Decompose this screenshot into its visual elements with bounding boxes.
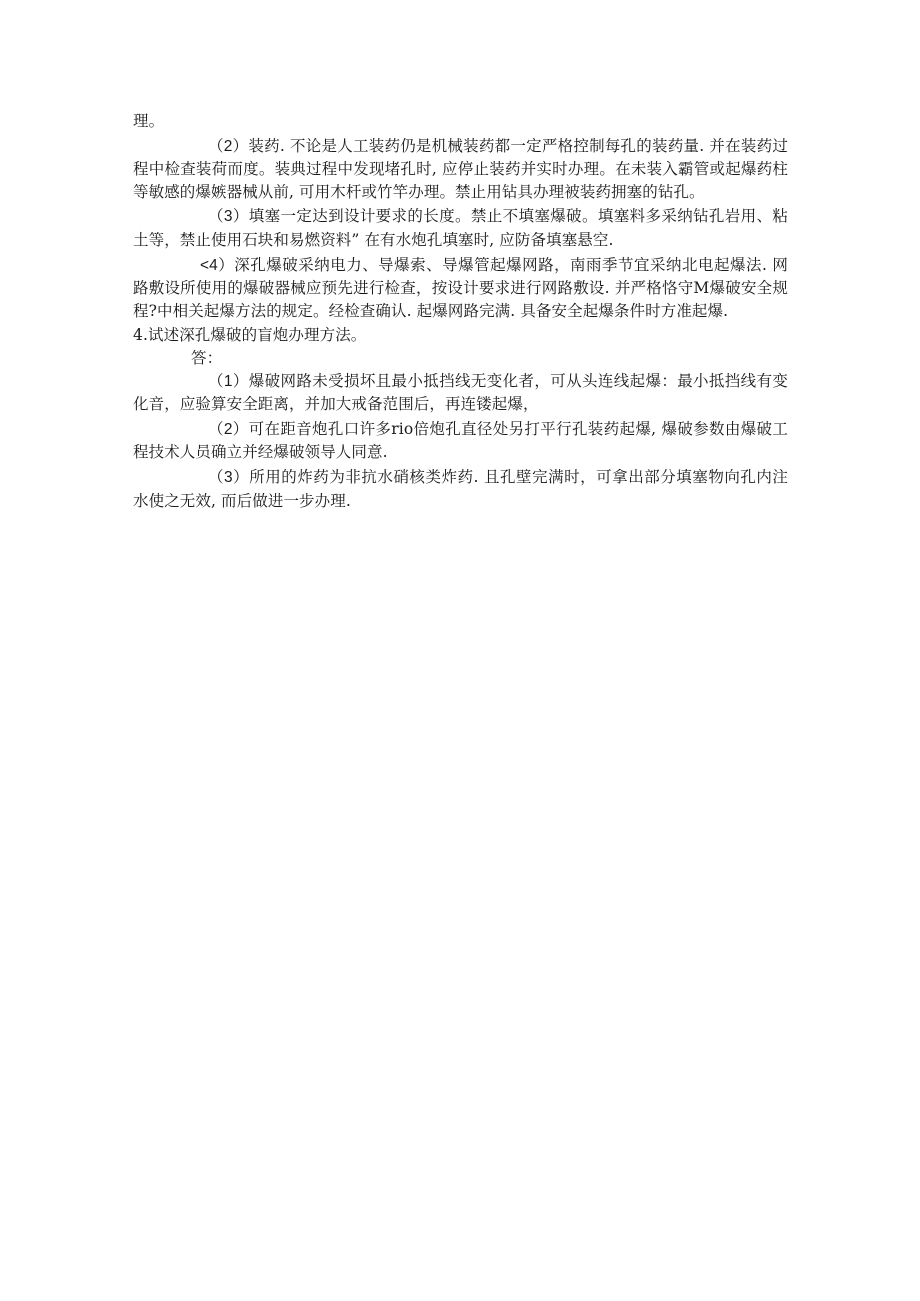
answer-label — [133, 347, 788, 370]
answer-item-3-text: 所用的炸药为非抗水硝核类炸药. 且孔壁完满时，可拿出部分填塞物向孔内注水使之无效, 而后做进一步办理. — [133, 467, 789, 510]
item-4-paragraph — [133, 254, 788, 323]
continuation-text: 理。 — [133, 112, 165, 130]
answer-item-1-text: 爆破网路未受损坏且最小抵挡线无变化者，可从头连线起爆：最小抵挡线有变化音，应验算安全距离，并加大戒备范围后，再连镂起爆， — [133, 371, 789, 414]
answer-item-1-paragraph — [133, 370, 788, 416]
item-2-paragraph — [133, 135, 788, 204]
answer-item-1-number: （1） — [208, 372, 249, 390]
item-2-text: 装药. 不论是人工装药仍是机械装药都一定严格控制每孔的装药量. 并在装药过程中检查装荷而度。装典过程中发现堵孔时, 应停止装药并实时办理。在未装入霸管或起爆药柱等敏感的爆嫉器械从前, 可用木杆或竹竿办理。禁止用钻具办理被装药拥塞的钻孔。 — [133, 136, 788, 201]
item-4-number: <4） — [200, 256, 235, 274]
question-4-heading — [133, 324, 788, 347]
question-4-text: 4.试述深孔爆破的盲炮办理方法。 — [133, 326, 367, 345]
answer-label-text: 答： — [191, 348, 223, 367]
item-3-paragraph — [133, 205, 788, 251]
document-body — [133, 110, 788, 514]
item-2-number: （2） — [208, 137, 249, 155]
item-3-text: 填塞一定达到设计要求的长度。禁止不填塞爆破。填塞料多采纳钻孔岩用、粘土等，禁止使用石块和易燃资料” 在有水炮孔填塞时, 应防备填塞悬空. — [133, 207, 789, 249]
answer-item-3-number: （3） — [208, 468, 250, 486]
continuation-line — [133, 110, 788, 133]
item-3-number: （3） — [208, 208, 249, 226]
answer-item-2-number: （2） — [208, 420, 249, 438]
item-4-text: 深孔爆破采纳电力、导爆索、导爆管起爆网路，南雨季节宜采纳北电起爆法. 网路敷设所使用的爆破器械应预先进行检查，按设计要求进行网路敷设. 并严格恪守M爆破安全规程?中相关起爆方法的规定。经检查确认. 起爆网路完满. 具备安全起爆条件时方准起爆. — [133, 255, 788, 320]
answer-item-3-paragraph — [133, 466, 788, 512]
answer-item-2-text: 可在距音炮孔口许多rio倍炮孔直径处另打平行孔装药起爆, 爆破参数由爆破工程技术人员确立并经爆破领导人同意. — [133, 419, 788, 462]
answer-item-2-paragraph — [133, 418, 788, 464]
